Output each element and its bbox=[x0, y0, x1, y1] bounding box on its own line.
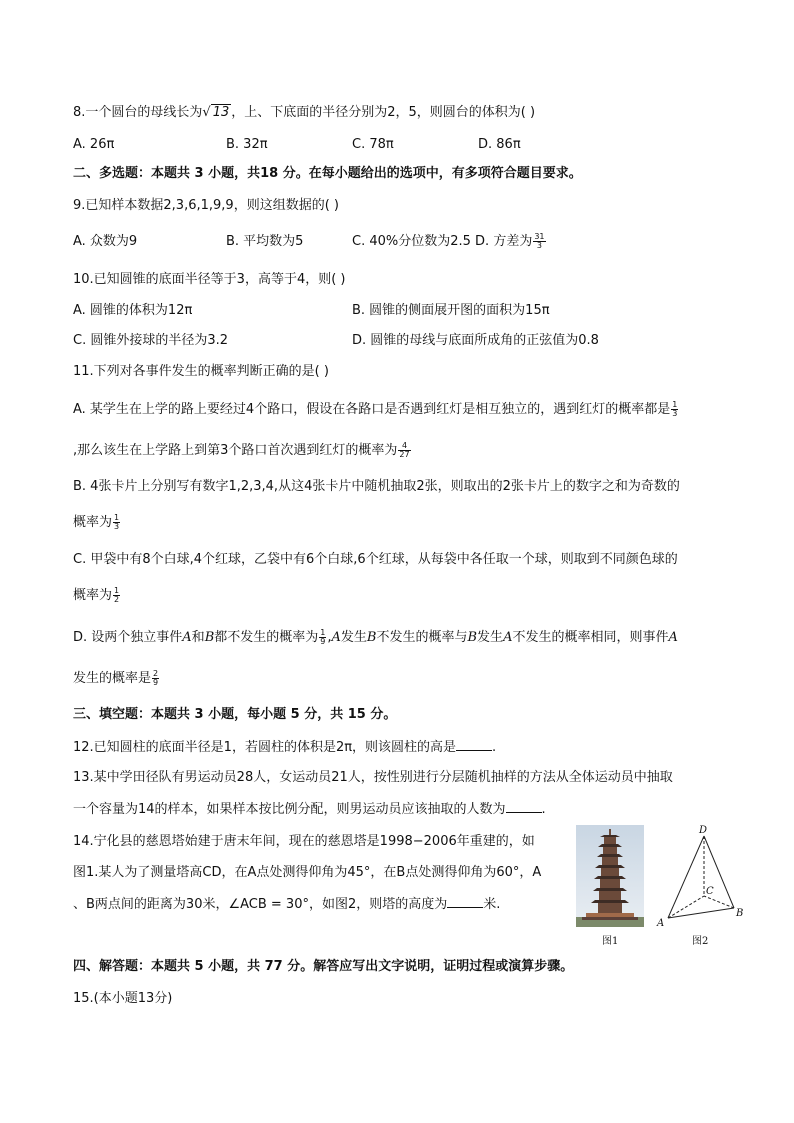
q14-line1: 14.宁化县的慈恩塔始建于唐末年间，现在的慈恩塔是1998−2006年重建的，如 bbox=[73, 834, 535, 849]
var-a: A bbox=[182, 630, 192, 645]
q14-line3 bbox=[73, 895, 500, 914]
q12-stem bbox=[73, 738, 496, 757]
vertex-label-d: D bbox=[699, 825, 708, 836]
q8-option-b: B. 32π bbox=[226, 137, 268, 152]
q11-a-text: A. 某学生在上学的路上要经过4个路口，假设在各路口是否遇到红灯是相互独立的，遇到红灯的概率都是 bbox=[73, 402, 671, 417]
q8-stem-b: ，上、下底面的半径分别为2，5，则圆台的体积为( ) bbox=[231, 105, 536, 120]
q8-option-d: D. 86π bbox=[478, 137, 521, 152]
q9-stem: 9.已知样本数据2,3,6,1,9,9，则这组数据的( ) bbox=[73, 198, 339, 213]
q11-d-text-1: D. 设两个独立事件 bbox=[73, 630, 183, 645]
var-b: B bbox=[366, 630, 377, 645]
fraction-denominator: 27 bbox=[399, 450, 410, 459]
q9-option-cd-text: C. 40%分位数为2.5 D. 方差为 bbox=[352, 234, 533, 249]
q10-stem: 10.已知圆锥的底面半径等于3，高等于4，则( ) bbox=[73, 272, 346, 287]
q11-stem: 11.下列对各事件发生的概率判断正确的是( ) bbox=[73, 364, 329, 379]
q11-d-and: 和 bbox=[191, 630, 205, 645]
q11-a-line2 bbox=[73, 442, 412, 460]
q13-line2 bbox=[73, 800, 546, 819]
q11-d-text-2: 都不发生的概率为 bbox=[214, 630, 319, 645]
fraction bbox=[533, 233, 545, 250]
q14-line2: 图1.某人为了测量塔高CD，在A点处测得仰角为45°，在B点处测得仰角为60°，A bbox=[73, 865, 542, 880]
vertex-label-c: C bbox=[706, 886, 714, 897]
figure-2-caption: 图2 bbox=[692, 936, 709, 947]
q11-c2-text: 概率为 bbox=[73, 588, 113, 603]
vertex-label-a: A bbox=[657, 918, 665, 929]
fraction bbox=[113, 587, 120, 604]
fraction-numerator: 1 bbox=[320, 628, 326, 637]
answer-blank bbox=[447, 895, 483, 908]
fraction-denominator: 9 bbox=[153, 678, 159, 687]
q9-option-a: A. 众数为9 bbox=[73, 234, 138, 249]
fraction bbox=[398, 442, 410, 459]
q11-d-text-5: 发生 bbox=[477, 630, 504, 645]
var-a: A bbox=[503, 630, 513, 645]
section-3-heading: 三、填空题：本题共 3 小题，每小题 5 分，共 15 分。 bbox=[73, 707, 397, 722]
sqrt-13: √ 13 bbox=[202, 105, 230, 120]
var-a: A bbox=[331, 630, 341, 645]
q8-stem-a: 8.一个圆台的母线长为 bbox=[73, 105, 203, 120]
figure-1-caption: 图1 bbox=[602, 936, 619, 947]
q8-option-c: C. 78π bbox=[352, 137, 394, 152]
fraction bbox=[671, 401, 678, 418]
q11-a2-text: ,那么该生在上学路上到第3个路口首次遇到红灯的概率为 bbox=[73, 443, 398, 458]
var-b: B bbox=[204, 630, 215, 645]
q8-option-a: A. 26π bbox=[73, 137, 115, 152]
fraction-numerator: 2 bbox=[153, 669, 159, 678]
q11-d-line2 bbox=[73, 670, 160, 688]
q11-b-line2 bbox=[73, 514, 121, 532]
fraction-numerator: 31 bbox=[534, 232, 545, 241]
q12-text: 12.已知圆柱的底面半径是1，若圆柱的体积是2π，则该圆柱的高是 bbox=[73, 740, 457, 755]
fraction-denominator: 3 bbox=[536, 241, 542, 250]
q13-end: . bbox=[541, 802, 546, 817]
fraction bbox=[152, 670, 159, 687]
q10-option-c: C. 圆锥外接球的半径为3.2 bbox=[73, 333, 229, 348]
q10-option-b: B. 圆锥的侧面展开图的面积为15π bbox=[352, 303, 550, 318]
q11-c-line1: C. 甲袋中有8个白球,4个红球，乙袋中有6个白球,6个红球，从每袋中各任取一个球，则取到不同颜色球的 bbox=[73, 552, 678, 567]
tetrahedron-figure bbox=[652, 822, 752, 930]
tetrahedron-diagram bbox=[652, 822, 752, 930]
q9-option-cd bbox=[352, 233, 547, 251]
fraction-numerator: 1 bbox=[672, 400, 678, 409]
fraction bbox=[319, 629, 326, 646]
q11-d-text-3: 发生 bbox=[340, 630, 367, 645]
vertex-label-b: B bbox=[736, 908, 744, 919]
fraction-denominator: 3 bbox=[114, 522, 120, 531]
fraction-denominator: 2 bbox=[114, 595, 120, 604]
pagoda-image bbox=[576, 825, 644, 927]
fraction-numerator: 4 bbox=[398, 442, 410, 451]
q15-heading: 15.(本小题13分) bbox=[73, 991, 173, 1006]
fraction-numerator: 1 bbox=[114, 586, 120, 595]
fraction bbox=[113, 514, 120, 531]
q10-option-d: D. 圆锥的母线与底面所成角的正弦值为0.8 bbox=[352, 333, 599, 348]
q11-b-line1: B. 4张卡片上分别写有数字1,2,3,4,从这4张卡片中随机抽取2张，则取出的2张卡片上的数字之和为奇数的 bbox=[73, 479, 680, 494]
q13-line1: 13.某中学田径队有男运动员28人，女运动员21人，按性别进行分层随机抽样的方法从全体运动员中抽取 bbox=[73, 770, 673, 785]
fraction-numerator: 1 bbox=[114, 513, 120, 522]
sqrt-radicand: 13 bbox=[212, 105, 230, 120]
fraction-denominator: 3 bbox=[672, 409, 678, 418]
q11-d-text-4: 不发生的概率与 bbox=[376, 630, 468, 645]
section-4-heading: 四、解答题：本题共 5 小题，共 77 分。解答应写出文字说明，证明过程或演算步骤。 bbox=[73, 959, 574, 974]
fraction-denominator: 9 bbox=[320, 637, 326, 646]
q11-d-text-6: 不发生的概率相同，则事件 bbox=[512, 630, 669, 645]
answer-blank bbox=[506, 800, 542, 813]
q11-c-line2 bbox=[73, 587, 121, 605]
q9-option-b: B. 平均数为5 bbox=[226, 234, 304, 249]
q14-text: 、B两点间的距离为30米，∠ACB = 30°，如图2，则塔的高度为 bbox=[73, 897, 448, 912]
q11-a-line1 bbox=[73, 401, 679, 419]
q13-text: 一个容量为14的样本，如果样本按比例分配，则男运动员应该抽取的人数为 bbox=[73, 802, 506, 817]
pagoda-photo bbox=[576, 825, 644, 927]
q8-stem bbox=[73, 104, 535, 122]
q10-option-a: A. 圆锥的体积为12π bbox=[73, 303, 193, 318]
var-b: B bbox=[467, 630, 478, 645]
answer-blank bbox=[456, 738, 492, 751]
q12-end: . bbox=[492, 740, 497, 755]
q11-d-line1: D. 设两个独立事件A和B都不发生的概率为 $\frac{1}{9}$ ,A发生B不发生的概率与B发生A不发生的概率相同，则事件A bbox=[73, 628, 678, 646]
q11-b2-text: 概率为 bbox=[73, 515, 113, 530]
section-2-heading: 二、多选题：本题共 3 小题，共18 分。在每小题给出的选项中，有多项符合题目要求。 bbox=[73, 166, 582, 181]
q11-d2-text: 发生的概率是 bbox=[73, 671, 152, 686]
q14-end: 米. bbox=[483, 897, 501, 912]
var-a: A bbox=[668, 630, 678, 645]
